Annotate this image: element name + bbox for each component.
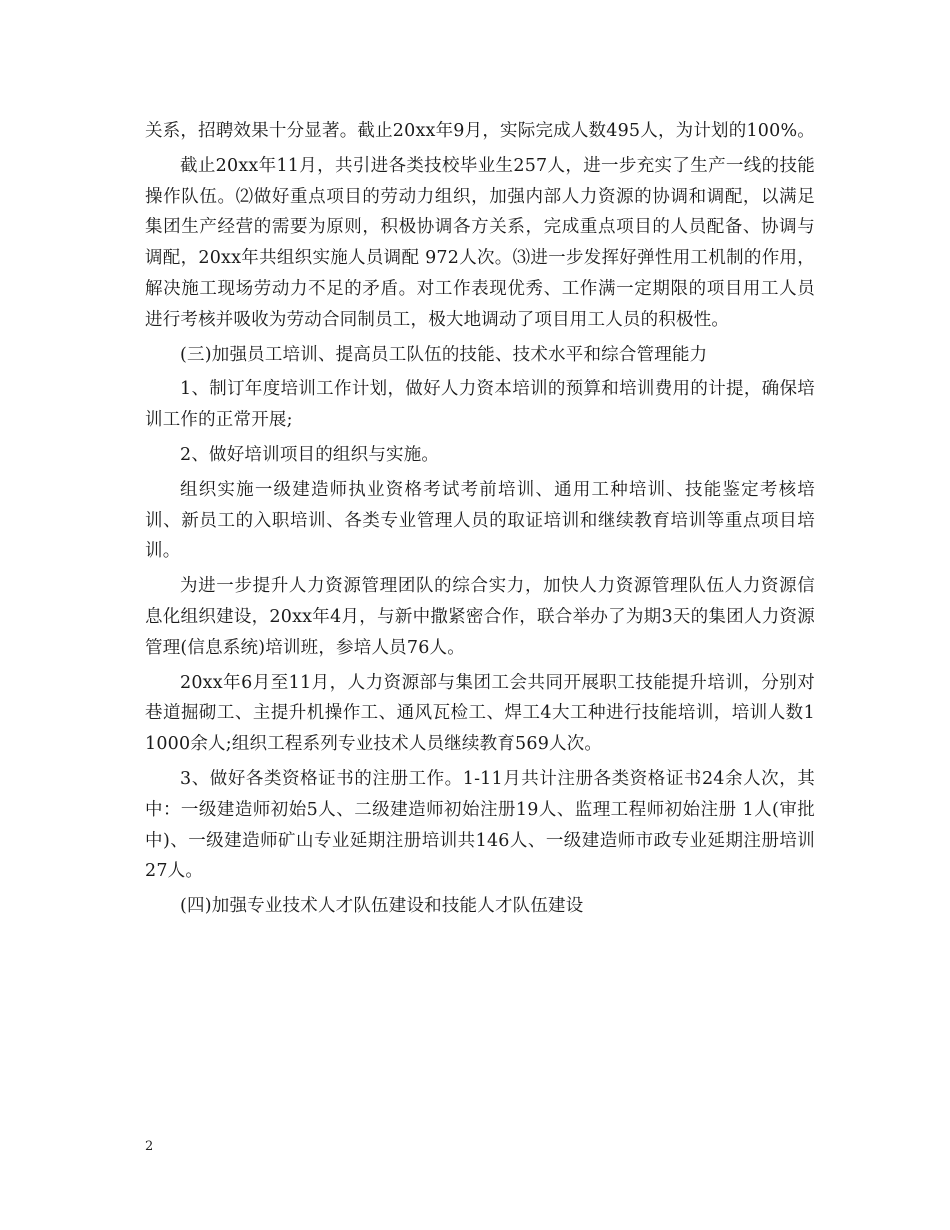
paragraph-4: 1、制订年度培训工作计划，做好人力资本培训的预算和培训费用的计提，确保培训工作的正常开展; [145,379,815,431]
page-number: 2 [145,1139,154,1154]
paragraph-5: 2、做好培训项目的组织与实施。 [180,444,440,465]
paragraph-1: 关系，招聘效果十分显著。截止20xx年9月，实际完成人数495人，为计划的100%。 [145,121,815,141]
section-heading-3: (三)加强员工培训、提高员工队伍的技能、技术水平和综合管理能力 [180,344,708,365]
paragraph-7: 为进一步提升人力资源管理团队的综合实力，加快人力资源管理队伍人力资源信息化组织建设，20xx年4月，与新中撒紧密合作，联合举办了为期3天的集团人力资源管理(信息系统)培训班，参培人员76人。 [145,576,815,658]
paragraph-8: 20xx年6月至11月，人力资源部与集团工会共同开展职工技能提升培训，分别对巷道掘砌工、主提升机操作工、通风瓦检工、焊工4大工种进行技能培训，培训人数11000余人;组织工程系列专业技术人员继续教育569人次。 [145,672,815,755]
paragraph-6: 组织实施一级建造师执业资格考试考前培训、通用工种培训、技能鉴定考核培训、新员工的入职培训、各类专业管理人员的取证培训和继续教育培训等重点项目培训。 [145,479,815,562]
paragraph-9: 3、做好各类资格证书的注册工作。1-11月共计注册各类资格证书24余人次，其中：一级建造师初始5人、二级建造师初始注册19人、监理工程师初始注册 1人(审批中)、一级建造师矿山专业延期注册培训共146人、一级建造师市政专业延期注册培训27人。 [145,768,815,882]
paragraph-2: 截止20xx年11月，共引进各类技校毕业生257人，进一步充实了生产一线的技能操作队伍。⑵做好重点项目的劳动力组织，加强内部人力资源的协调和调配，以满足集团生产经营的需要为原则，积极协调各方关系，完成重点项目的人员配备、协调与调配，20xx年共组织实施人员调配 972人次。⑶进一步发挥好弹性用工机制的作用，解决施工现场劳动力不足的矛盾。对工作表现优秀、工作满一定期限的项目用工人员进行考核并吸收为劳动合同制员工，极大地调动了项目用工人员的积极性。 [145,155,815,330]
document-body [145,116,815,922]
section-heading-4: (四)加强专业技术人才队伍建设和技能人才队伍建设 [180,896,584,917]
